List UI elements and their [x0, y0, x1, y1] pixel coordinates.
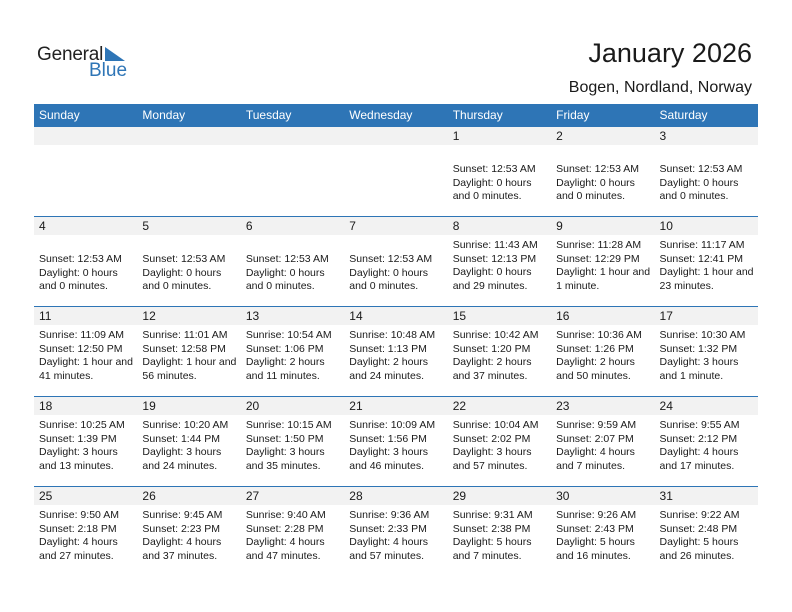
- day-info: [655, 235, 758, 293]
- day-info-line: Daylight: 4 hours: [39, 536, 118, 548]
- day-info-line: Daylight: 4 hours: [556, 446, 635, 458]
- day-info-line: and 0 minutes.: [452, 190, 522, 202]
- day-info-line: and 24 minutes.: [349, 369, 424, 382]
- day-cell: [137, 487, 240, 573]
- day-info-line: and 0 minutes.: [659, 190, 729, 202]
- day-number: 8: [448, 217, 551, 235]
- weekday-saturday: Saturday: [659, 108, 708, 122]
- day-info-line: Sunrise: 9:26 AM: [556, 509, 637, 521]
- day-info-line: and 35 minutes.: [245, 459, 321, 472]
- day-info-line: Daylight: 5 hours: [556, 536, 635, 548]
- day-info-line: Daylight: 2 hours: [349, 356, 429, 368]
- weekday-tuesday: Tuesday: [245, 108, 292, 122]
- day-info-line: Sunrise: 10:48 AM: [349, 329, 436, 341]
- day-info-line: Sunrise: 11:28 AM: [556, 239, 642, 251]
- day-cell: [655, 307, 758, 393]
- day-info-line: and 57 minutes.: [452, 459, 528, 472]
- day-number: 9: [551, 217, 654, 235]
- day-info-line: Sunset: 1:44 PM: [142, 432, 221, 445]
- page-title: January 2026: [588, 38, 752, 68]
- day-info-line: and 13 minutes.: [39, 459, 114, 472]
- day-info-line: Daylight: 4 hours: [142, 536, 222, 548]
- day-number: 13: [241, 307, 344, 325]
- day-info: [241, 415, 344, 473]
- day-number: 7: [344, 217, 447, 235]
- day-info-line: and 37 minutes.: [452, 369, 528, 382]
- day-info-line: Sunrise: 10:09 AM: [349, 419, 436, 431]
- day-info-line: 23 minutes.: [659, 279, 714, 292]
- day-info-line: and 57 minutes.: [349, 549, 424, 562]
- day-number: 14: [344, 307, 447, 325]
- day-info-line: Sunrise: 9:45 AM: [142, 509, 223, 521]
- day-info-line: Sunset: 12:53 AM: [39, 253, 122, 265]
- day-info-line: Sunrise: 10:15 AM: [245, 419, 332, 431]
- weekday-wednesday: Wednesday: [349, 108, 413, 122]
- day-cell: [34, 217, 137, 303]
- day-info-line: and 7 minutes.: [452, 549, 522, 562]
- day-info: [448, 415, 551, 473]
- day-info-line: Sunrise: 9:40 AM: [245, 509, 326, 521]
- day-info-line: Sunset: 1:50 PM: [245, 432, 324, 445]
- day-info-line: Sunset: 2:28 PM: [245, 522, 324, 535]
- day-info-line: Daylight: 3 hours: [659, 356, 739, 368]
- day-cell: [137, 217, 240, 303]
- day-number: 22: [448, 397, 551, 415]
- day-info-line: Sunset: 2:07 PM: [556, 432, 634, 445]
- day-info-line: and 26 minutes.: [659, 549, 735, 562]
- weekday-header: [34, 104, 758, 126]
- day-info: [551, 145, 654, 204]
- day-info: [448, 235, 551, 293]
- day-cell: [344, 487, 447, 573]
- day-cell: [137, 307, 240, 393]
- day-cell: [551, 397, 654, 483]
- day-number: 6: [241, 217, 344, 235]
- day-info-line: and 1 minute.: [659, 369, 724, 382]
- day-cell: [551, 307, 654, 393]
- day-info-line: and 46 minutes.: [349, 459, 424, 472]
- day-cell: [551, 487, 654, 573]
- day-info-line: Sunset: 12:13 PM: [452, 252, 537, 265]
- day-info-line: Sunset: 2:23 PM: [142, 522, 221, 535]
- day-info-line: Daylight: 0 hours: [659, 176, 739, 189]
- day-info-line: Sunrise: 9:22 AM: [659, 509, 740, 521]
- day-info-line: and 27 minutes.: [39, 549, 114, 562]
- day-info-line: Daylight: 2 hours: [245, 356, 325, 368]
- day-info: [34, 145, 137, 149]
- day-info-line: Daylight: 4 hours: [349, 536, 429, 548]
- day-info: [34, 235, 137, 294]
- day-info-line: Sunset: 12:53 AM: [452, 163, 536, 175]
- day-info-line: Daylight: 0 hours: [245, 266, 325, 279]
- day-cell: [34, 307, 137, 393]
- day-info-line: Sunset: 12:53 AM: [349, 253, 433, 265]
- day-info-line: Sunrise: 10:36 AM: [556, 329, 642, 341]
- day-info-line: Sunset: 1:06 PM: [245, 342, 324, 355]
- day-cell: [344, 217, 447, 303]
- day-info-line: Sunrise: 11:01 AM: [142, 329, 228, 341]
- day-info-line: Daylight: 3 hours: [39, 446, 118, 458]
- day-info: [344, 415, 447, 473]
- day-cell: [344, 307, 447, 393]
- day-info-line: Sunset: 1:26 PM: [556, 342, 634, 355]
- day-cell: [655, 397, 758, 483]
- day-info-line: Sunrise: 9:55 AM: [659, 419, 740, 431]
- day-number: 18: [34, 397, 137, 415]
- day-info-line: Sunset: 12:41 PM: [659, 252, 743, 265]
- day-info-line: Sunset: 12:53 AM: [142, 253, 226, 265]
- day-info-line: Daylight: 1 hour and: [39, 356, 133, 368]
- day-info: [241, 145, 344, 149]
- day-number: 24: [655, 397, 758, 415]
- day-number: 20: [241, 397, 344, 415]
- day-number: 19: [137, 397, 240, 415]
- day-info-line: Daylight: 0 hours: [452, 266, 532, 278]
- day-number: [34, 127, 137, 145]
- day-info-line: Sunrise: 11:17 AM: [659, 239, 745, 251]
- day-info-line: Sunrise: 9:31 AM: [452, 509, 533, 521]
- day-number: 29: [448, 487, 551, 505]
- day-info-line: Sunrise: 10:25 AM: [39, 419, 125, 431]
- day-info: [448, 145, 551, 204]
- day-info-line: and 24 minutes.: [142, 459, 218, 472]
- day-info-line: Daylight: 2 hours: [556, 356, 635, 368]
- day-info-line: Sunrise: 11:09 AM: [39, 329, 125, 341]
- day-cell: [448, 307, 551, 393]
- day-info: [344, 235, 447, 294]
- day-number: 16: [551, 307, 654, 325]
- day-info-line: Daylight: 1 hour and: [556, 266, 651, 278]
- day-info-line: Sunset: 2:43 PM: [556, 522, 634, 535]
- day-cell: [241, 397, 344, 483]
- day-cell: [551, 127, 654, 213]
- day-info: [241, 235, 344, 294]
- day-cell: [655, 487, 758, 573]
- day-cell: [448, 397, 551, 483]
- day-cell: [448, 487, 551, 573]
- day-info-line: Sunset: 12:58 PM: [142, 342, 226, 355]
- day-info-line: Sunset: 1:32 PM: [659, 342, 738, 355]
- day-info-line: and 17 minutes.: [659, 459, 735, 472]
- day-info-line: Sunset: 12:53 AM: [245, 253, 329, 265]
- day-cell: [241, 487, 344, 573]
- day-info-line: Sunset: 1:56 PM: [349, 432, 427, 445]
- day-info-line: and 37 minutes.: [142, 549, 218, 562]
- day-number: [137, 127, 240, 145]
- day-number: 31: [655, 487, 758, 505]
- day-number: 15: [448, 307, 551, 325]
- day-info: [655, 325, 758, 383]
- day-info-line: Daylight: 0 hours: [142, 266, 222, 279]
- day-info: [137, 415, 240, 473]
- week-row: [34, 216, 758, 303]
- day-info: [241, 325, 344, 383]
- day-cell: [34, 487, 137, 573]
- day-info-line: Sunrise: 10:04 AM: [452, 419, 539, 431]
- day-info-line: Sunrise: 9:59 AM: [556, 419, 637, 431]
- week-row: [34, 306, 758, 393]
- day-cell: [241, 127, 344, 213]
- day-number: 23: [551, 397, 654, 415]
- day-info: [448, 325, 551, 383]
- day-info: [655, 415, 758, 473]
- day-info: [34, 415, 137, 473]
- weekday-monday: Monday: [142, 108, 186, 122]
- day-info-line: Daylight: 0 hours: [39, 266, 118, 279]
- day-info-line: Sunrise: 10:20 AM: [142, 419, 229, 431]
- day-info-line: 1 minute.: [556, 279, 600, 292]
- day-info: [137, 235, 240, 294]
- day-info-line: Daylight: 1 hour and: [142, 356, 237, 368]
- logo-text-general: General: [37, 44, 104, 65]
- day-info-line: Sunrise: 11:43 AM: [452, 239, 538, 251]
- day-info-line: and 29 minutes.: [452, 279, 528, 292]
- week-row: [34, 126, 758, 213]
- day-info-line: Sunset: 2:12 PM: [659, 432, 738, 445]
- day-info: [344, 145, 447, 149]
- day-info-line: Daylight: 5 hours: [452, 536, 532, 548]
- day-number: 26: [137, 487, 240, 505]
- day-info-line: and 47 minutes.: [245, 549, 321, 562]
- day-cell: [344, 397, 447, 483]
- weekday-friday: Friday: [556, 108, 590, 122]
- day-info-line: and 0 minutes.: [142, 280, 212, 292]
- day-info-line: Sunset: 12:53 AM: [556, 163, 639, 175]
- day-info-line: Sunset: 1:39 PM: [39, 432, 117, 445]
- day-number: 21: [344, 397, 447, 415]
- day-number: 5: [137, 217, 240, 235]
- day-info-line: and 16 minutes.: [556, 549, 631, 562]
- day-info-line: Sunset: 2:18 PM: [39, 522, 117, 535]
- day-cell: [34, 397, 137, 483]
- day-info-line: Daylight: 4 hours: [659, 446, 739, 458]
- day-info-line: 56 minutes.: [142, 369, 197, 382]
- day-info-line: and 0 minutes.: [349, 280, 419, 292]
- day-number: 4: [34, 217, 137, 235]
- day-number: 12: [137, 307, 240, 325]
- day-number: 1: [448, 127, 551, 145]
- day-cell: [655, 127, 758, 213]
- day-info-line: and 0 minutes.: [556, 190, 625, 202]
- day-info-line: Daylight: 0 hours: [556, 176, 635, 189]
- day-info: [34, 505, 137, 563]
- day-info-line: Daylight: 5 hours: [659, 536, 739, 548]
- day-info-line: Sunset: 2:38 PM: [452, 522, 531, 535]
- weekday-sunday: Sunday: [39, 108, 80, 122]
- day-info-line: Daylight: 3 hours: [452, 446, 532, 458]
- day-info: [655, 145, 758, 204]
- day-cell: [448, 127, 551, 213]
- day-cell: [551, 217, 654, 303]
- day-info: [344, 505, 447, 563]
- day-number: 11: [34, 307, 137, 325]
- day-cell: [344, 127, 447, 213]
- day-info: [344, 325, 447, 383]
- day-info-line: Daylight: 0 hours: [452, 176, 532, 189]
- day-info-line: Sunrise: 10:30 AM: [659, 329, 746, 341]
- day-info-line: Sunrise: 10:42 AM: [452, 329, 539, 341]
- day-info: [137, 505, 240, 563]
- day-info-line: Daylight: 3 hours: [245, 446, 325, 458]
- day-info-line: Sunrise: 9:50 AM: [39, 509, 119, 521]
- day-number: 17: [655, 307, 758, 325]
- day-number: 28: [344, 487, 447, 505]
- day-info-line: Sunset: 2:02 PM: [452, 432, 531, 445]
- day-number: 3: [655, 127, 758, 145]
- day-info-line: Sunrise: 9:36 AM: [349, 509, 430, 521]
- day-cell: [448, 217, 551, 303]
- day-info-line: Daylight: 3 hours: [142, 446, 222, 458]
- day-info-line: Sunset: 12:53 AM: [659, 163, 743, 175]
- day-number: 10: [655, 217, 758, 235]
- day-info: [448, 505, 551, 563]
- day-info: [551, 505, 654, 563]
- day-number: 30: [551, 487, 654, 505]
- day-info-line: and 50 minutes.: [556, 369, 631, 382]
- weekday-thursday: Thursday: [452, 108, 503, 122]
- week-row: [34, 486, 758, 573]
- day-info-line: Sunset: 2:33 PM: [349, 522, 427, 535]
- day-info-line: Daylight: 2 hours: [452, 356, 532, 368]
- day-info-line: Sunset: 12:29 PM: [556, 252, 640, 265]
- day-number: [241, 127, 344, 145]
- location-label: Bogen, Nordland, Norway: [568, 79, 752, 96]
- day-cell: [34, 127, 137, 213]
- week-row: [34, 396, 758, 483]
- day-info-line: and 11 minutes.: [245, 369, 320, 382]
- day-info-line: Daylight: 1 hour and: [659, 266, 754, 278]
- day-info: [137, 145, 240, 149]
- day-cell: [241, 307, 344, 393]
- day-cell: [655, 217, 758, 303]
- day-cell: [137, 127, 240, 213]
- day-info: [34, 325, 137, 383]
- day-number: 25: [34, 487, 137, 505]
- day-cell: [241, 217, 344, 303]
- day-info-line: Sunset: 1:13 PM: [349, 342, 427, 355]
- day-info-line: and 7 minutes.: [556, 459, 625, 472]
- day-info-line: Sunrise: 10:54 AM: [245, 329, 332, 341]
- day-number: [344, 127, 447, 145]
- day-number: 27: [241, 487, 344, 505]
- day-number: 2: [551, 127, 654, 145]
- logo-text-blue: Blue: [89, 60, 128, 81]
- day-info-line: Daylight: 3 hours: [349, 446, 429, 458]
- day-info-line: Sunset: 12:50 PM: [39, 342, 123, 355]
- day-info: [137, 325, 240, 383]
- day-info: [551, 325, 654, 383]
- day-info: [551, 415, 654, 473]
- day-info: [241, 505, 344, 563]
- day-info-line: Daylight: 4 hours: [245, 536, 325, 548]
- day-info-line: Sunset: 1:20 PM: [452, 342, 531, 355]
- day-info-line: Daylight: 0 hours: [349, 266, 429, 279]
- day-info-line: and 0 minutes.: [39, 280, 108, 292]
- day-cell: [137, 397, 240, 483]
- day-info-line: Sunset: 2:48 PM: [659, 522, 738, 535]
- day-info: [551, 235, 654, 293]
- day-info: [655, 505, 758, 563]
- day-info-line: and 0 minutes.: [245, 280, 315, 292]
- day-info-line: 41 minutes.: [39, 369, 94, 382]
